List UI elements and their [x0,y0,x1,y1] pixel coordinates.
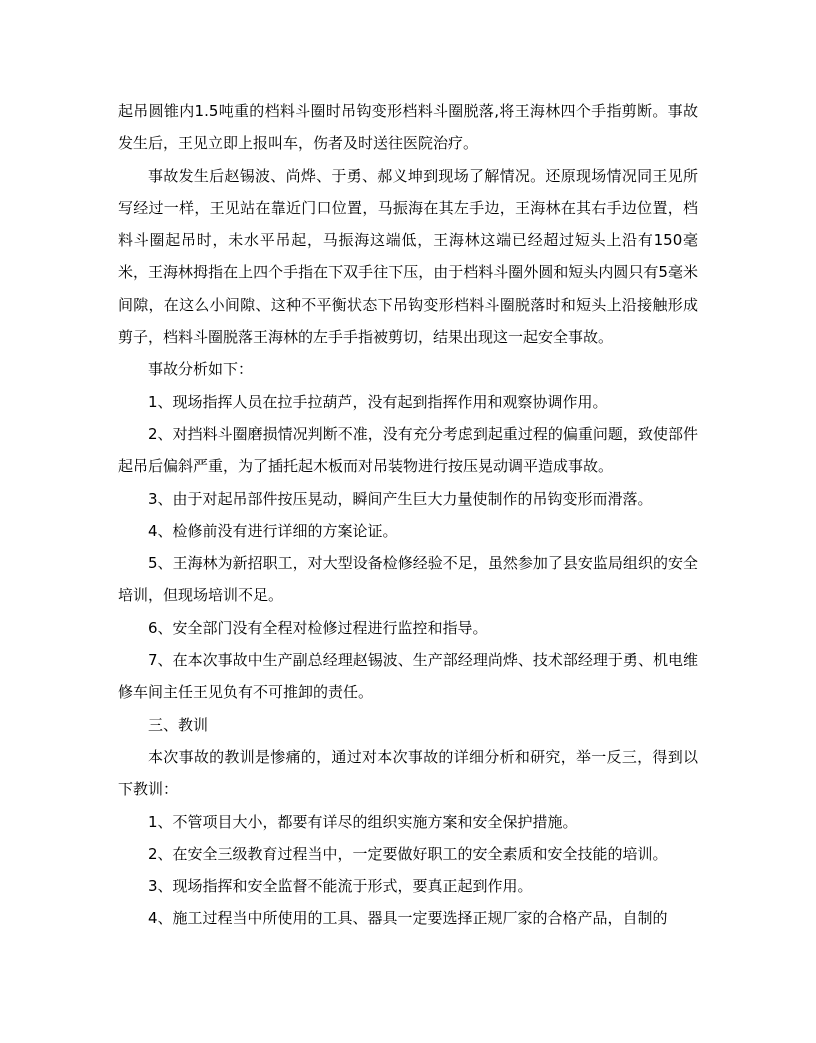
lesson-item-1: 1、不管项目大小，都要有详尽的组织实施方案和安全保护措施。 [148,812,578,831]
lesson-item-3: 3、现场指挥和安全监督不能流于形式，要真正起到作用。 [148,877,533,896]
analysis-item-4: 4、检修前没有进行详细的方案论证。 [148,521,398,540]
analysis-item-3: 3、由于对起吊部件按压晃动，瞬间产生巨大力量使制作的吊钩变形而滑落。 [148,489,653,508]
analysis-item-7: 7、在本次事故中生产副总经理赵锡波、生产部经理尚烨、技术部经理于勇、机电维修车间主任王见负有不可推卸的责任。 [118,651,698,702]
paragraph-investigation: 事故发生后赵锡波、尚烨、于勇、郝义坤到现场了解情况。还原现场情况同王见所写经过一样，王见站在靠近门口位置，马振海在其左手边，王海林在其右手边位置，档料斗圈起吊时，未水平吊起，马振海这端低，王海林这端已经超过短头上沿有150毫米，王海林拇指在上四个手指在下双手往下压，由于档料斗圈外圆和短头内圆只有5毫米间隙，在这么小间隙、这种不平衡状态下吊钩变形档料斗圈脱落时和短头上沿接触形成剪子，档料斗圈脱落王海林的左手手指被剪切，结果出现这一起安全事故。 [118,166,698,347]
analysis-item-6: 6、安全部门没有全程对检修过程进行监控和指导。 [148,618,488,637]
lesson-item-4: 4、施工过程当中所使用的工具、器具一定要选择正规厂家的合格产品，自制的 [148,909,668,928]
section-heading-lessons: 三、教训 [148,715,209,734]
paragraph-lessons-intro: 本次事故的教训是惨痛的，通过对本次事故的详细分析和研究，举一反三，得到以下教训： [118,747,698,799]
paragraph-analysis-heading: 事故分析如下： [148,360,254,379]
analysis-item-1: 1、现场指挥人员在拉手拉葫芦，没有起到指挥作用和观察协调作用。 [148,392,608,411]
analysis-item-2: 2、对挡料斗圈磨损情况判断不准，没有充分考虑到起重过程的偏重问题，致使部件起吊后偏斜严重，为了插托起木板而对吊装物进行按压晃动调平造成事故。 [118,424,698,476]
paragraph-accident-intro: 起吊圆锥内1.5吨重的档料斗圈时吊钩变形档料斗圈脱落,将王海林四个手指剪断。事故发生后，王见立即上报叫车，伤者及时送往医院治疗。 [118,102,698,153]
analysis-item-5: 5、王海林为新招职工，对大型设备检修经验不足，虽然参加了县安监局组织的安全培训，但现场培训不足。 [118,554,698,605]
lesson-item-2: 2、在安全三级教育过程当中，一定要做好职工的安全素质和安全技能的培训。 [148,844,668,863]
